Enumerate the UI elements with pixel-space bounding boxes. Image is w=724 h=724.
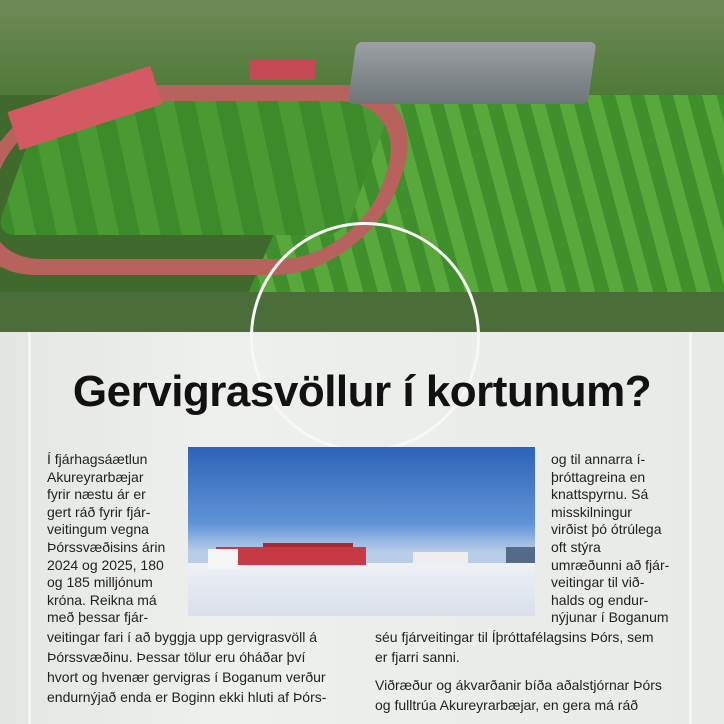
article-text-line: knattspyrnu. Sá — [551, 486, 649, 503]
article-text-line: nýjunar í Boganum — [551, 609, 669, 626]
article-text-line: oft stýra — [551, 539, 601, 555]
article-text-line: veitingar fari í að byggja upp gervigrasvöll á — [47, 629, 318, 645]
article-text-line: veitingar til við- — [551, 574, 645, 591]
article-text-line: og til annarra í- — [551, 451, 646, 467]
building — [208, 549, 238, 569]
building — [506, 547, 535, 563]
article-text-line: Í fjárhagsáætlun — [47, 451, 148, 467]
article-text-line: hvort og hvenær gervigras í Boganum verður — [47, 669, 326, 685]
article-text-line: með þessar fjár- — [47, 609, 149, 626]
boginn-hall — [348, 42, 597, 104]
snow-field — [188, 563, 535, 616]
article-text-line: er fjarri sanni. — [375, 649, 460, 665]
clubhouse — [250, 60, 315, 80]
article-text-line: og 185 milljónum — [47, 574, 153, 591]
article-text-line: Viðræður og ákvarðanir bíða aðalstjórnar Þórs — [375, 677, 662, 693]
snowy-stadium-photo — [188, 447, 535, 616]
article-text-line: Akureyrarbæjar — [47, 468, 144, 485]
article-text-line: misskilningur — [551, 503, 632, 520]
article-text-line: gert ráð fyrir fjár- — [47, 503, 151, 520]
article-text-line: séu fjárveitingar til Íþróttafélagsins Þórs, sem — [375, 629, 654, 645]
article-text-line: halds og endur- — [551, 591, 649, 608]
article-text-line: umræðunni að fjár- — [551, 556, 670, 573]
stand — [216, 547, 366, 565]
building — [413, 552, 468, 564]
article-text-line: endurnýjað enda er Boginn ekki hluti af Þórs- — [47, 689, 327, 705]
article-text-line: veitingum vegna — [47, 521, 149, 538]
article-text-line: Þórssvæðinu. Þessar tölur eru óháðar því — [47, 649, 306, 665]
article-text-line: þróttagreina en — [551, 468, 646, 485]
article-title: Gervigrasvöllur í kortunum? — [72, 367, 652, 416]
article-text-line: 2024 og 2025, 180 — [47, 556, 164, 573]
article-text-line: virðist þó ótrúlega — [551, 521, 662, 538]
article-text-line: fyrir næstu ár er — [47, 486, 146, 503]
article-text-line: og fulltrúa Akureyrarbæjar, en gera má ráð — [375, 697, 639, 713]
article-text-line: króna. Reikna má — [47, 591, 157, 608]
article-text-line: Þórssvæðisins árin — [47, 539, 166, 555]
